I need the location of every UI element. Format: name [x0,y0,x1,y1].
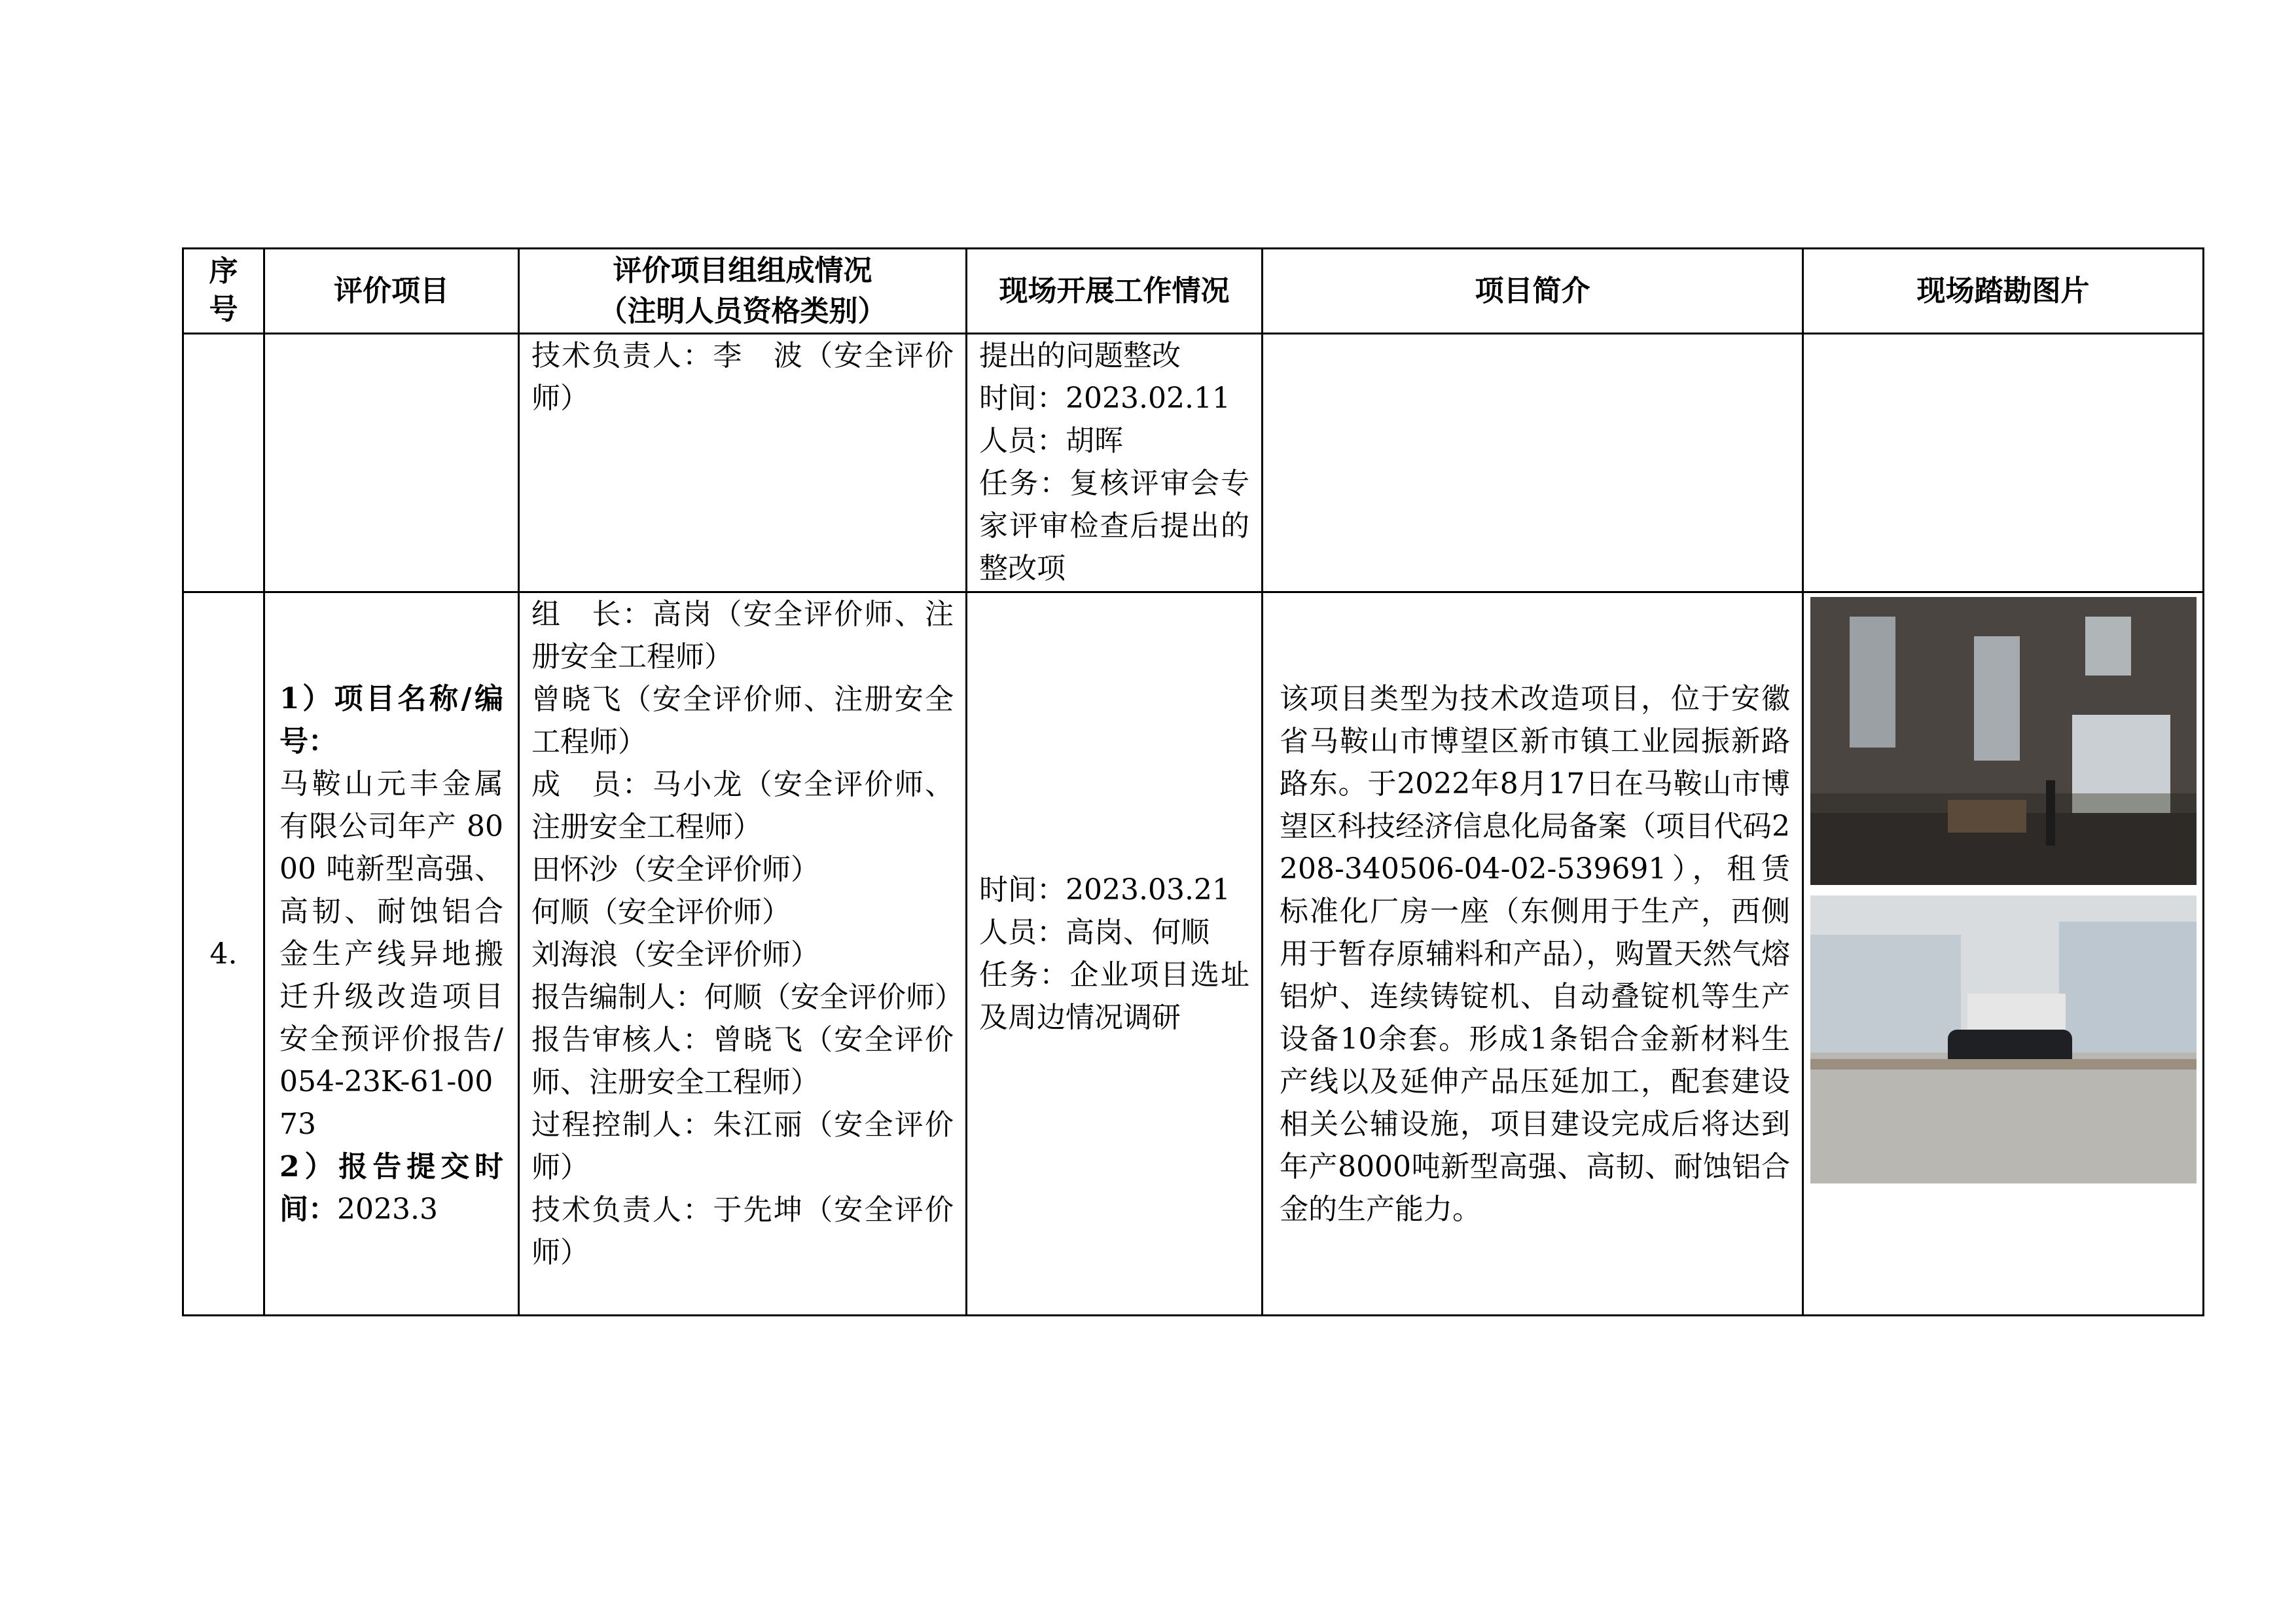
row4-fieldwork-cell [967,592,1263,1316]
row4-fieldwork-text [967,869,1261,1039]
row4-team-text [520,593,965,1274]
project-name-label: 1）项目名称/编号： [279,681,503,758]
fieldwork-line: 人员：高岗、何顺 [979,916,1210,949]
team-member: 报告编制人：何顺（安全评价师） [531,981,963,1014]
header-photos: 现场踏勘图片 [1803,249,2204,334]
cont-seq-cell [183,334,264,592]
header-fieldwork: 现场开展工作情况 [967,249,1263,334]
team-member: 何顺（安全评价师） [531,895,791,929]
table-row [183,334,2204,592]
cont-intro-cell [1263,334,1803,592]
row4-photos-cell [1803,592,2204,1316]
cont-fieldwork-line: 任务：复核评审会专家评审检查后提出的整改项 [979,467,1249,585]
header-intro: 项目简介 [1263,249,1803,334]
team-member: 田怀沙（安全评价师） [531,853,819,886]
cont-project-cell [264,334,519,592]
cont-team-cell [519,334,967,592]
team-member: 成 员：马小龙（安全评价师、注册安全工程师） [531,768,954,844]
project-intro-text: 该项目类型为技术改造项目，位于安徽省马鞍山市博望区新市镇工业园振新路路东。于2022年8月17日在马鞍山市博望区科技经济信息化局备案（项目代码2208-340506-04-02-539691），租赁标准化厂房一座（东侧用于生产，西侧用于暂存原辅料和产品），购置天然气熔铝炉、连续铸锭机、自动叠锭机等生产设备10余套。形成1条铝合金新材料生产线以及延伸产品压延加工，配套建设相关公辅设施，项目建设完成后将达到年产8000吨新型高强、高韧、耐蚀铝合金的生产能力。 [1280,681,1790,1226]
cont-photos-cell [1803,334,2204,592]
fieldwork-line: 时间：2023.03.21 [979,873,1230,907]
table-row [183,592,2204,1316]
project-name: 马鞍山元丰金属有限公司年产 8000 吨新型高强、高韧、耐蚀铝合金生产线异地搬迁升级改造项目安全预评价报告/054-23K-61-0073 [279,767,503,1141]
team-member: 曾晓飞（安全评价师、注册安全工程师） [531,683,954,759]
row4-project-text [265,677,518,1231]
cont-team-text: 技术负责人：李 波（安全评价师） [531,339,954,415]
header-row [183,249,2204,334]
row4-intro-cell [1263,592,1803,1316]
header-seq: 序号 [183,249,264,334]
fieldwork-line: 任务：企业项目选址及周边情况调研 [979,958,1249,1034]
site-photo-interior [1810,597,2197,885]
cont-fieldwork-line: 时间：2023.02.11 [979,382,1230,415]
header-team-line1: 评价项目组组成情况 [613,253,872,287]
row4-seq: 4. [183,592,264,1316]
report-date: 2023.3 [337,1192,438,1226]
cont-fieldwork-line: 提出的问题整改 [979,339,1181,372]
cont-fieldwork-line: 人员：胡晖 [979,424,1123,458]
team-member: 组 长：高岗（安全评价师、注册安全工程师） [531,598,954,674]
team-member: 报告审核人：曾晓飞（安全评价师、注册安全工程师） [531,1023,954,1099]
site-photo-exterior [1810,895,2197,1183]
cont-fieldwork-text [967,334,1261,590]
row4-project-cell [264,592,519,1316]
cont-fieldwork-cell [967,334,1263,592]
header-team-line2: （注明人员资格类别） [598,294,887,328]
team-member: 刘海浪（安全评价师） [531,938,819,971]
header-project: 评价项目 [264,249,519,334]
report-date-label: 2）报告提交时间： [279,1149,503,1226]
team-member: 过程控制人：朱江丽（安全评价师） [531,1108,954,1184]
row4-team-cell [519,592,967,1316]
team-member: 技术负责人：于先坤（安全评价师） [531,1193,954,1269]
header-team [519,249,967,334]
evaluation-table [182,247,2204,1316]
